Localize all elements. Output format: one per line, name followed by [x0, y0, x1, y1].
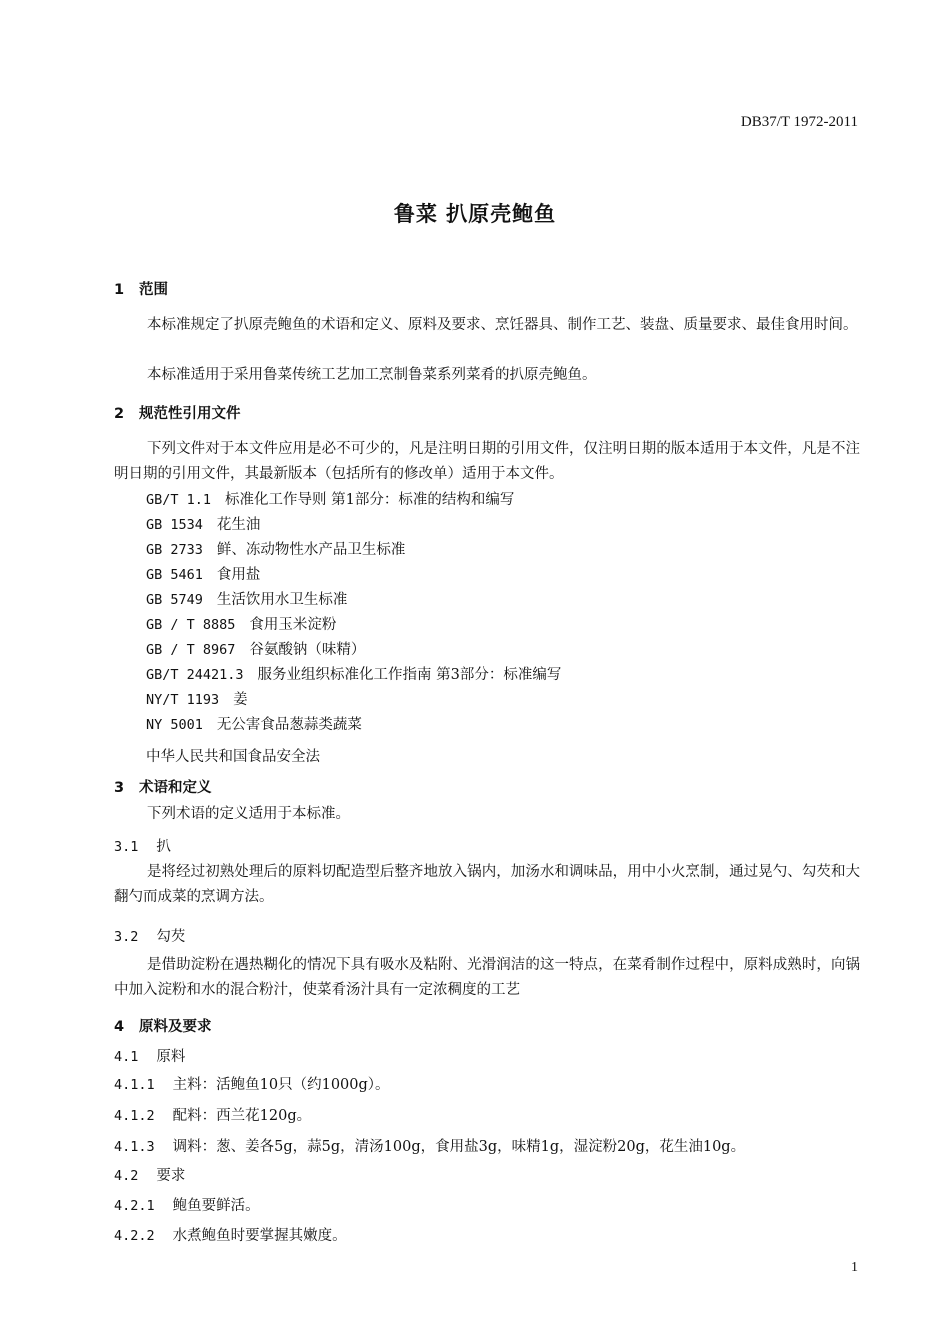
reference-item	[146, 663, 561, 684]
page-number: 1	[851, 1260, 858, 1275]
term-3-1	[114, 835, 171, 856]
section-title: 范围	[139, 282, 168, 298]
clause-text: 调料：葱、姜各5g，蒜5g，清汤100g，食用盐3g，味精1g，湿淀粉20g，花生油10g。	[172, 1139, 746, 1155]
reference-code: GB 5749	[146, 592, 203, 608]
clause-number: 4.1.1	[114, 1077, 155, 1093]
clause-text: 鲍鱼要鲜活。	[172, 1198, 260, 1214]
clause-number: 4.1	[114, 1049, 139, 1065]
clause-text: 水煮鲍鱼时要掌握其嫩度。	[172, 1228, 347, 1244]
reference-item	[146, 488, 514, 509]
section-4-heading	[114, 1015, 212, 1036]
reference-code: GB / T 8885	[146, 617, 236, 633]
section-title: 规范性引用文件	[139, 406, 241, 422]
reference-title: 无公害食品葱蒜类蔬菜	[216, 717, 362, 733]
reference-item	[146, 563, 260, 584]
reference-item	[146, 638, 365, 659]
term-number: 3.1	[114, 839, 139, 855]
reference-item	[146, 538, 405, 559]
section-2-heading	[114, 402, 241, 423]
section-3-heading	[114, 776, 212, 797]
clause-4-1-1	[114, 1073, 390, 1094]
reference-code: GB 2733	[146, 542, 203, 558]
clause-number: 4.1.3	[114, 1139, 155, 1155]
term-3-1-definition: 是将经过初熟处理后的原料切配造型后整齐地放入锅内，加汤水和调味品，用中小火烹制，通过晃勺、勾芡和大翻勺而成菜的烹调方法。	[114, 864, 860, 905]
reference-title: 姜	[233, 692, 248, 708]
term-name: 勾芡	[156, 929, 186, 945]
reference-title: 鲜、冻动物性水产品卫生标准	[216, 542, 406, 558]
reference-code: NY/T 1193	[146, 692, 220, 708]
reference-code: NY 5001	[146, 717, 203, 733]
document-title: 鲁菜 扒原壳鲍鱼	[393, 202, 557, 226]
clause-number: 4.2.1	[114, 1198, 155, 1214]
reference-code: GB 1534	[146, 517, 203, 533]
term-number: 3.2	[114, 929, 139, 945]
section-number: 1	[114, 282, 125, 298]
clause-4-1-2	[114, 1104, 311, 1125]
clause-number: 4.1.2	[114, 1108, 155, 1124]
reference-title: 食用盐	[216, 567, 261, 583]
scope-paragraph-2: 本标准适用于采用鲁菜传统工艺加工烹制鲁菜系列菜肴的扒原壳鲍鱼。	[147, 367, 597, 383]
reference-title: 花生油	[216, 517, 261, 533]
reference-law: 中华人民共和国食品安全法	[146, 749, 320, 765]
reference-title: 标准化工作导则 第1部分：标准的结构和编写	[225, 492, 515, 508]
reference-title: 食用玉米淀粉	[249, 617, 337, 633]
term-name: 扒	[156, 839, 171, 855]
section-1-heading	[114, 278, 168, 299]
reference-code: GB/T 24421.3	[146, 667, 244, 683]
clause-number: 4.2.2	[114, 1228, 155, 1244]
clause-text: 要求	[156, 1168, 186, 1184]
clause-text: 主料：活鲍鱼10只（约1000g）。	[172, 1077, 390, 1093]
section-number: 3	[114, 780, 125, 796]
terms-intro: 下列术语的定义适用于本标准。	[147, 806, 350, 822]
reference-item	[146, 588, 347, 609]
reference-title: 生活饮用水卫生标准	[216, 592, 348, 608]
scope-paragraph-1: 本标准规定了扒原壳鲍鱼的术语和定义、原料及要求、烹饪器具、制作工艺、装盘、质量要求、最佳食用时间。	[147, 317, 858, 333]
standard-code: DB37/T 1972-2011	[740, 114, 858, 130]
reference-code: GB/T 1.1	[146, 492, 212, 508]
section-number: 2	[114, 406, 125, 422]
reference-code: GB / T 8967	[146, 642, 236, 658]
section-number: 4	[114, 1019, 125, 1035]
reference-title: 服务业组织标准化工作指南 第3部分：标准编写	[257, 667, 562, 683]
term-3-2-definition: 是借助淀粉在遇热糊化的情况下具有吸水及粘附、光滑润洁的这一特点，在菜肴制作过程中，原料成熟时，向锅中加入淀粉和水的混合粉汁，使菜肴汤汁具有一定浓稠度的工艺	[114, 957, 860, 998]
reference-title: 谷氨酸钠（味精）	[249, 642, 366, 658]
reference-code: GB 5461	[146, 567, 203, 583]
reference-item	[146, 513, 260, 534]
clause-4-1-3	[114, 1135, 745, 1156]
clause-text: 原料	[156, 1049, 186, 1065]
reference-item	[146, 713, 362, 734]
clause-4-2-1	[114, 1194, 260, 1215]
references-intro: 下列文件对于本文件应用是必不可少的，凡是注明日期的引用文件，仅注明日期的版本适用于本文件，凡是不注明日期的引用文件，其最新版本（包括所有的修改单）适用于本文件。	[114, 441, 860, 482]
clause-text: 配料：西兰花120g。	[172, 1108, 312, 1124]
section-title: 术语和定义	[139, 780, 212, 796]
clause-4-2	[114, 1164, 185, 1185]
term-3-2	[114, 925, 185, 946]
clause-number: 4.2	[114, 1168, 139, 1184]
reference-item	[146, 688, 248, 709]
clause-4-1	[114, 1045, 185, 1066]
clause-4-2-2	[114, 1224, 347, 1245]
reference-item	[146, 613, 336, 634]
section-title: 原料及要求	[139, 1019, 212, 1035]
